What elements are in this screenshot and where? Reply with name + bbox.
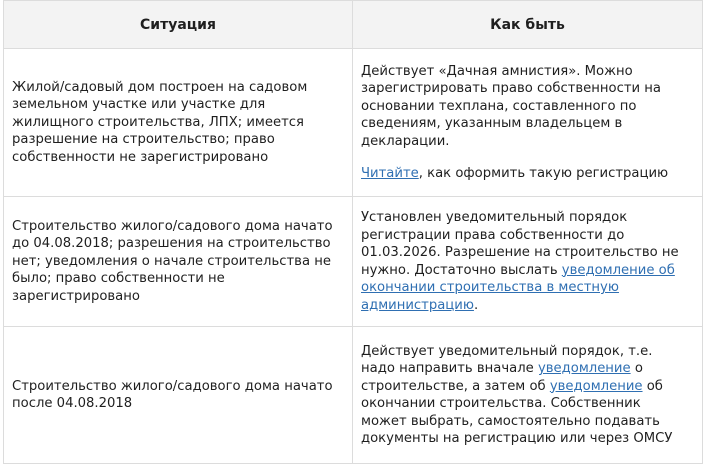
situation-cell (4, 49, 353, 197)
start-notice-link[interactable]: уведомление (537, 361, 631, 376)
situation-text: Строительство жилого/садового дома начато после 04.08.2018 (12, 378, 333, 411)
action-after-link: . (473, 297, 479, 313)
situation-text: Строительство жилого/садового дома начато до 04.08.2018; разрешения на строительство нет; уведомления о начале строительства не было; право собственности не зарегистрировано (12, 218, 333, 304)
action-text: Действует «Дачная амнистия». Можно зарегистрировать право собственности на основании техплана, составленного по сведениям, указанным владельцем в декларации. (361, 63, 661, 149)
table-row (4, 49, 703, 197)
situations-table (3, 0, 703, 464)
action-paragraph (361, 209, 688, 314)
header-how-to: Как быть (353, 1, 703, 49)
action-cell (353, 327, 703, 464)
action-text: Установлен уведомительный порядок регистрации права собственности до 01.03.2026. Разрешение на строительство не нужно. Достаточно выслать (361, 210, 679, 278)
header-situation: Ситуация (4, 1, 353, 49)
table-header-row (4, 1, 703, 49)
situation-cell (4, 197, 353, 327)
table-row (4, 197, 703, 327)
action-cell (353, 197, 703, 327)
action-text-part-3: об окончании строительства. Собственник может выбрать, самостоятельно подавать документы на регистрацию или через ОМСУ (361, 378, 673, 446)
situation-text: Жилой/садовый дом построен на садовом земельном участке или участке для жилищного строительства, ЛПХ; имеется разрешение на строительство; право собственности не зарегистрировано (12, 79, 308, 165)
situation-cell (4, 327, 353, 464)
table-row (4, 327, 703, 464)
read-link[interactable]: Читайте (361, 166, 419, 181)
completion-notice-link[interactable]: уведомление об окончании строительства в местную администрацию (361, 262, 675, 313)
action-paragraph (361, 343, 688, 448)
action-after-link: , как оформить такую регистрацию (418, 166, 669, 181)
action-cell (353, 49, 703, 197)
action-text-part-2: о строительстве, а затем об (361, 361, 643, 394)
action-text-part-1: Действует уведомительный порядок, т.е. надо направить вначале (361, 343, 653, 376)
action-link-paragraph (361, 165, 688, 183)
completion-notice-link[interactable]: уведомление (549, 378, 643, 394)
